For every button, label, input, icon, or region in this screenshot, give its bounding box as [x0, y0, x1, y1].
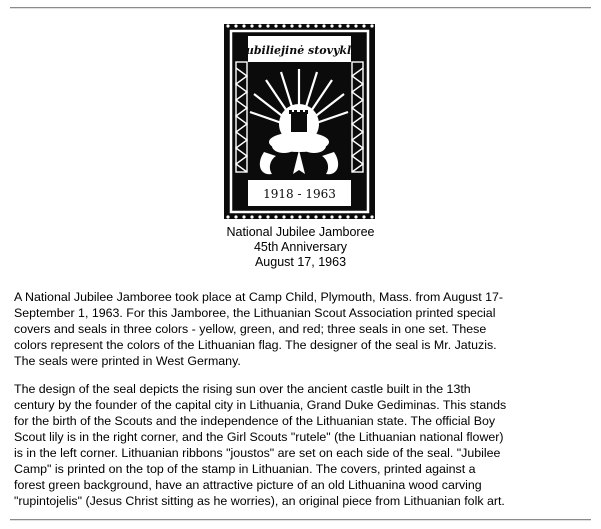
- paragraph-line: covers and seals in three colors - yellow, green, and red; three seals in one set. These: [14, 322, 487, 336]
- description-paragraph-1: [14, 289, 592, 369]
- paragraph-line: forest green background, have an attractive picture of an old Lithuanina wood carving: [14, 478, 482, 492]
- paragraph-line: for the birth of the Scouts and the independence of the Lithuanian state. The official Boy: [14, 414, 496, 428]
- caption-anniversary: 45th Anniversary: [253, 240, 348, 254]
- paragraph-line: century by the founder of the capital city in Lithuania, Grand Duke Gediminas. This stands: [14, 398, 507, 412]
- stamp-year-text: 1918 - 1963: [263, 187, 336, 201]
- paragraph-line: "rupintojelis" (Jesus Christ sitting as he worries), an original piece from Lithuanian folk art.: [14, 494, 505, 508]
- caption-date: August 17, 1963: [254, 255, 347, 269]
- paragraph-line: The seals were printed in West Germany.: [14, 354, 241, 368]
- paragraph-line: The design of the seal depicts the rising sun over the ancient castle built in the 13th: [14, 382, 471, 396]
- stamp-image: [224, 24, 375, 219]
- top-divider: [10, 7, 591, 9]
- stamp-caption: [150, 225, 451, 270]
- paragraph-line: A National Jubilee Jamboree took place at Camp Child, Plymouth, Mass. from August 17-: [14, 290, 503, 304]
- description-paragraph-2: [14, 381, 592, 509]
- paragraph-line: colors represent the colors of the Lithuanian flag. The designer of the seal is Mr. Jatuzis.: [14, 338, 497, 352]
- paragraph-line: is in the left corner. Lithuanian ribbons "joustos" are set on each side of the seal. "Jubilee: [14, 446, 501, 460]
- paragraph-line: September 1, 1963. For this Jamboree, the Lithuanian Scout Association printed special: [14, 306, 496, 320]
- paragraph-line: Camp" is printed on the top of the stamp in Lithuanian. The covers, printed against a: [14, 462, 476, 476]
- paragraph-line: Scout lily is in the right corner, and the Girl Scouts "rutele" (the Lithuanian national flower): [14, 430, 504, 444]
- caption-title: National Jubilee Jamboree: [226, 225, 375, 239]
- stamp-banner-text: Jubiliejinė stovykla: [240, 44, 359, 57]
- bottom-divider: [10, 519, 591, 521]
